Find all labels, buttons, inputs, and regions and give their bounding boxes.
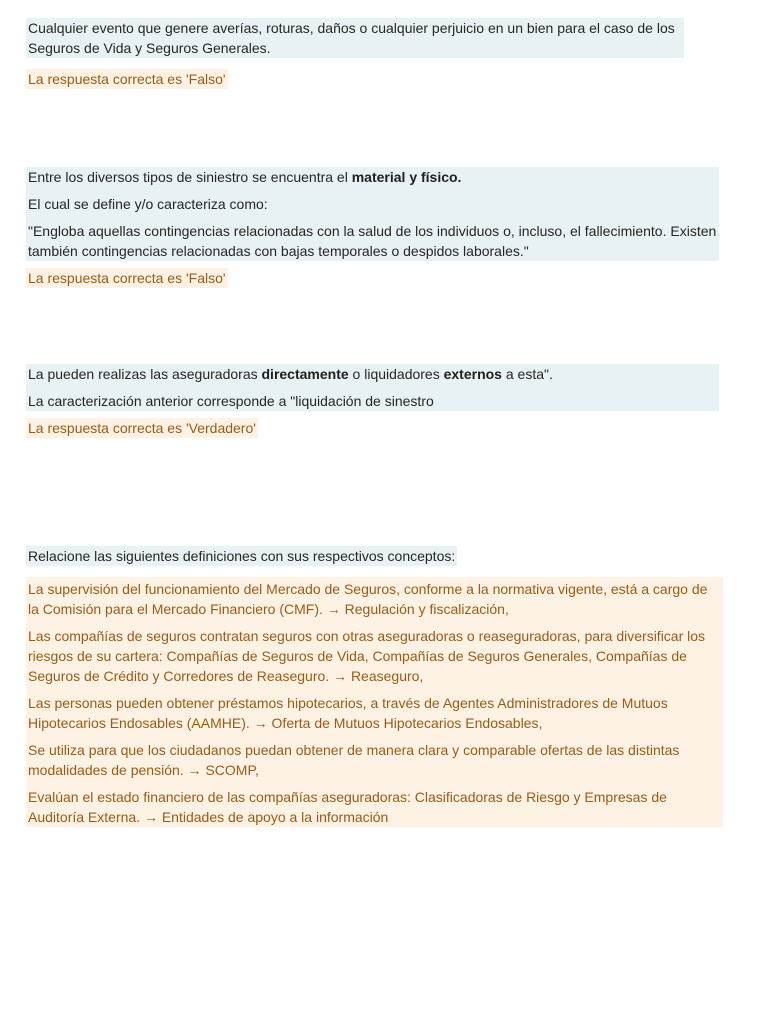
match-item: Las personas pueden obtener préstamos hipotecarios, a través de Agentes Administradores de Mutuos Hipotecarios Endosables (AAMHE). → Oferta de Mutuos Hipotecarios Endosables, (28, 695, 668, 731)
match-item: La supervisión del funcionamiento del Mercado de Seguros, conforme a la normativa vigente, está a cargo de la Comisión para el Mercado Financiero (CMF). → Regulación y fiscalización, (28, 581, 708, 617)
match-item: Se utiliza para que los ciudadanos puedan obtener de manera clara y comparable ofertas de las distintas modalidades de pensión. → SCOMP, (28, 742, 680, 778)
question-3 (26, 364, 719, 438)
question-2-body (26, 167, 719, 261)
match-item: Las compañías de seguros contratan seguros con otras aseguradoras o reaseguradoras, para diversificar los riesgos de su cartera: Compañías de Seguros de Vida, Compañías de Seguros Generales, Compañías de Seguros de Crédito y Corredores de Reaseguro. → Reaseguro, (28, 628, 706, 684)
question-1 (26, 18, 684, 89)
question-4 (26, 546, 723, 827)
question-2-line-1 (28, 167, 717, 187)
match-item: Evalúan el estado financiero de las compañías aseguradoras: Clasificadoras de Riesgo y Empresas de Auditoría Externa. → Entidades de apoyo a la información (28, 789, 667, 825)
question-2-term: material y físico. (351, 169, 462, 185)
question-2-line-2: El cual se define y/o caracteriza como: (28, 196, 268, 212)
question-3-line-1 (28, 364, 717, 384)
question-3-bold-externos: externos (443, 366, 502, 382)
question-4-matches (26, 577, 723, 827)
question-3-text-e: a esta". (501, 366, 553, 382)
question-3-body (26, 364, 719, 411)
question-3-answer: La respuesta correcta es 'Verdadero' (28, 420, 256, 436)
question-2-line-1-text: Entre los diversos tipos de siniestro se encuentra el (28, 169, 352, 185)
question-2-answer: La respuesta correcta es 'Falso' (28, 270, 226, 286)
question-2 (26, 167, 719, 288)
question-1-text: Cualquier evento que genere averías, roturas, daños o cualquier perjuicio en un bien para el caso de los Seguros de Vida y Seguros Generales. (26, 18, 684, 58)
question-3-bold-directamente: directamente (261, 366, 349, 382)
question-3-text-c: o liquidadores (348, 366, 444, 382)
question-3-text-a: La pueden realizas las aseguradoras (28, 366, 262, 382)
question-1-answer: La respuesta correcta es 'Falso' (28, 71, 226, 87)
question-4-prompt: Relacione las siguientes definiciones con sus respectivos conceptos: (28, 548, 456, 564)
question-2-quote: "Engloba aquellas contingencias relacionadas con la salud de los individuos o, incluso, el fallecimiento. Existen también contingencias relacionadas con bajas temporales o despidos laborales." (28, 223, 717, 259)
question-3-line-2: La caracterización anterior corresponde a "liquidación de sinestro (28, 393, 434, 409)
